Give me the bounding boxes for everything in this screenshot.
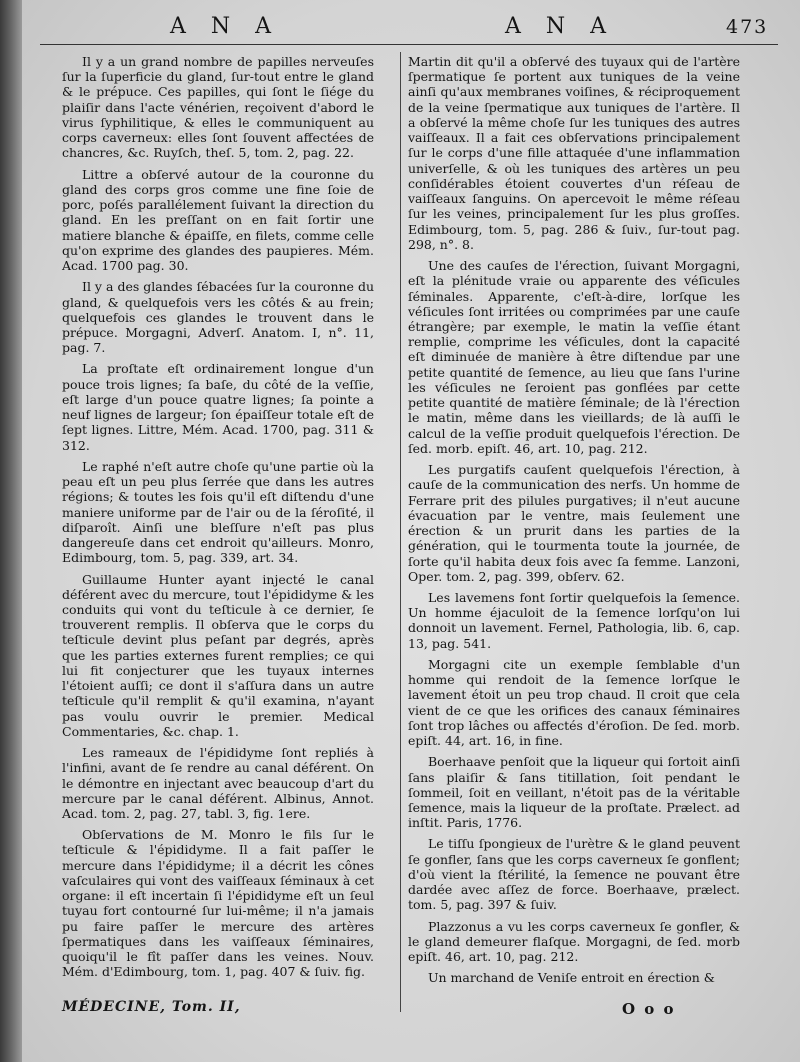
paragraph-marchand-venise: Un marchand de Veniſe entroit en érection & <box>428 970 715 986</box>
paragraph-littre-couronne: Littre a obſervé autour de la couronne du gland des corps gros comme une fine ſoie de porc, poſés parallélement ſuivant la direction du gland. En les preſſant on en fait ſortir une matiere blanche & épaiſſe, en filets, comme celle qu'on exprime des glandes des paupieres. Mém. Acad. 1700 pag. 30. <box>62 166 374 274</box>
signature-mark: MÉDECINE, Tom. II, <box>62 999 241 1015</box>
paragraph-purgatifs: Les purgatifs cauſent quelquefois l'érection, à cauſe de la communication des nerfs. Un homme de Ferrare prit des pilules purgatives; il n'eut aucune évacuation par le ventre, mais ſeulement une érection & un prurit dans les parties de la génération, qui le tourmenta toute la journée, de ſorte qu'il habita deux fois avec ſa femme. Lanzoni, Oper. tom. 2, pag. 399, obſerv. 62. <box>408 462 740 584</box>
paragraph-martin: Martin dit qu'il a obſervé des tuyaux qui de l'artère ſpermatique ſe portent aux tuniques de la veine ainſi qu'aux membranes voiſines, & réciproquement de la veine ſpermatique aux tuniques de l'artère. Il a obſervé la même choſe ſur les tuniques des autres vaiſſeaux. Il a fait ces obſervations principalement ſur le corps d'une fille attaquée d'une inflammation univerſelle, & où les tuniques des artères un peu conſidérables étoient couvertes d'un réſeau de vaiſſeaux ſanguins. On apercevoit le même réſeau ſur les veines, principalement ſur les plus groſſes. Edimbourg, tom. 5, pag. 286 & ſuiv., ſur-tout pag. 298, n°. 8. <box>408 54 740 252</box>
right-column <box>408 54 740 992</box>
left-column <box>62 54 374 986</box>
paragraph-prostate: La proſtate eſt ordinairement longue d'un pouce trois lignes; ſa baſe, du côté de la veſſie, eſt large d'un pouce quatre lignes; ſa pointe a neuf lignes de largeur; ſon épaiſſeur totale eſt de ſept lignes. Littre, Mém. Acad. 1700, pag. 311 & 312. <box>62 361 374 453</box>
paragraph-papilles: Il y a un grand nombre de papilles nerveuſes ſur la ſuperficie du gland, ſur-tout entre le gland & le prépuce. Ces papilles, qui ſont le ſiége du plaiſir dans l'acte vénérien, reçoivent d'abord le virus ſyphilitique, & elles le communiquent au corps caverneux: elles ſont ſouvent affectées de chancres, &c. Ruyſch, theſ. 5, tom. 2, pag. 22. <box>62 54 374 161</box>
column-divider <box>400 52 401 1012</box>
paragraph-morgagni: Morgagni cite un exemple ſemblable d'un homme qui rendoit de la ſemence lorſque le lavement étoit un peu trop chaud. Il croit que cela vient de ce que les orifices des canaux ſéminaires ſont trop lâches ou affectés d'éroſion. De ſed. morb. epiſt. 44, art. 16, in fine. <box>408 656 740 749</box>
paragraph-tissu-spongieux: Le tiſſu ſpongieux de l'urètre & le gland peuvent ſe gonfler, ſans que les corps caverneux ſe gonflent; d'où vient la ſtérilité, la ſemence ne pouvant être dardée avec aſſez de force. Boerhaave, prælect. tom. 5, pag. 397 & ſuiv. <box>408 836 740 913</box>
catchword: O o o <box>622 1000 676 1018</box>
paragraph-boerhaave: Boerhaave penſoit que la liqueur qui ſortoit ainſi ſans plaiſir & ſans titillation, ſoit pendant le ſommeil, ſoit en veillant, n'étoit pas de la véritable ſemence, mais la liqueur de la proſtate. Prælect. ad inſtit. Paris, 1776. <box>408 754 740 831</box>
paragraph-erection-causes: Une des cauſes de l'érection, ſuivant Morgagni, eſt la plénitude vraie ou apparente des véſicules ſéminales. Apparente, c'eſt-à-dire, lorſque les véſicules ſont irritées ou comprimées par une cauſe étrangère; par exemple, le matin la veſſie étant remplie, comprime les véſicules, dont la capacité eſt diminuée de manière à être diſtendue par une petite quantité de ſemence, au lieu que ſans l'urine les véſicules ne ſeroient pas gonflées par cette petite quantité de matière ſéminale; de là l'érection le matin, même dans les vieillards; de là auſſi le calcul de la veſſie produit quelquefois l'érection. De ſed. morb. epiſt. 46, art. 10, pag. 212. <box>408 258 740 456</box>
book-spine-shadow <box>0 0 22 1062</box>
paragraph-glandes-sebacees: Il y a des glandes ſébacées ſur la couronne du gland, & quelquefois vers les côtés & au frein; quelquefois ces glandes le trouvent dans le prépuce. Morgagni, Adverſ. Anatom. I, n°. 11, pag. 7. <box>62 279 374 356</box>
paragraph-monro: Obſervations de M. Monro le fils ſur le teſticule & l'épididyme. Il a fait paſſer le mercure dans l'épididyme; il a décrit les cônes vaſculaires qui vont des vaiſſeaux ſéminaux à cet organe: il eſt incertain ſi l'épididyme eſt un ſeul tuyau fort contourné ſur lui-même; il n'a jamais pu faire paſſer le mercure des artères ſpermatiques dans les vaiſſeaux ſéminaires, quoiqu'il le fît paſſer dans les veines. Nouv. Mém. d'Edimbourg, tom. 1, pag. 407 & ſuiv. fig. <box>62 827 374 980</box>
paragraph-epididyme: Les rameaux de l'épididyme ſont repliés à l'infini, avant de ſe rendre au canal déférent. On le démontre en injectant avec beaucoup d'art du mercure par le canal déférent. Albinus, Annot. Acad. tom. 2, pag. 27, tabl. 3, fig. 1ere. <box>62 745 374 822</box>
page-number: 473 <box>726 16 769 38</box>
header-rule <box>40 44 778 45</box>
running-head-right: A N A <box>505 14 616 39</box>
paragraph-lavemens: Les lavemens font ſortir quelquefois la ſemence. Un homme éjaculoit de la ſemence lorſqu'on lui donnoit un lavement. Fernel, Pathologia, lib. 6, cap. 13, pag. 541. <box>408 589 740 651</box>
running-head-left: A N A <box>170 14 281 39</box>
paragraph-hunter: Guillaume Hunter ayant injecté le canal déférent avec du mercure, tout l'épididyme & les conduits qui vont du teſticule à ce dernier, ſe trouverent remplis. Il obſerva que le corps du teſticule devint plus peſant par degrés, après que les parties externes furent remplies; ce qui lui fit conjecturer que les tuyaux internes l'étoient auſſi; ce dont il s'aſſura dans un autre teſticule qu'il remplit & qu'il examina, n'ayant pas voulu ouvrir le premier. Medical Commentaries, &c. chap. 1. <box>62 571 374 739</box>
paragraph-raphe: Le raphé n'eſt autre choſe qu'une partie où la peau eſt un peu plus ſerrée que dans les autres régions; & toutes les fois qu'il eſt diſtendu d'une maniere uniforme par de l'air ou de la ſéroſité, il diſparoît. Ainſi une bleſſure n'eſt pas plus dangereuſe dans cet endroit qu'ailleurs. Monro, Edimbourg, tom. 5, pag. 339, art. 34. <box>62 458 374 566</box>
paragraph-plazzonus: Plazzonus a vu les corps caverneux ſe gonfler, & le gland demeurer flaſque. Morgagni, de ſed. morb epiſt. 46, art. 10, pag. 212. <box>408 918 740 965</box>
